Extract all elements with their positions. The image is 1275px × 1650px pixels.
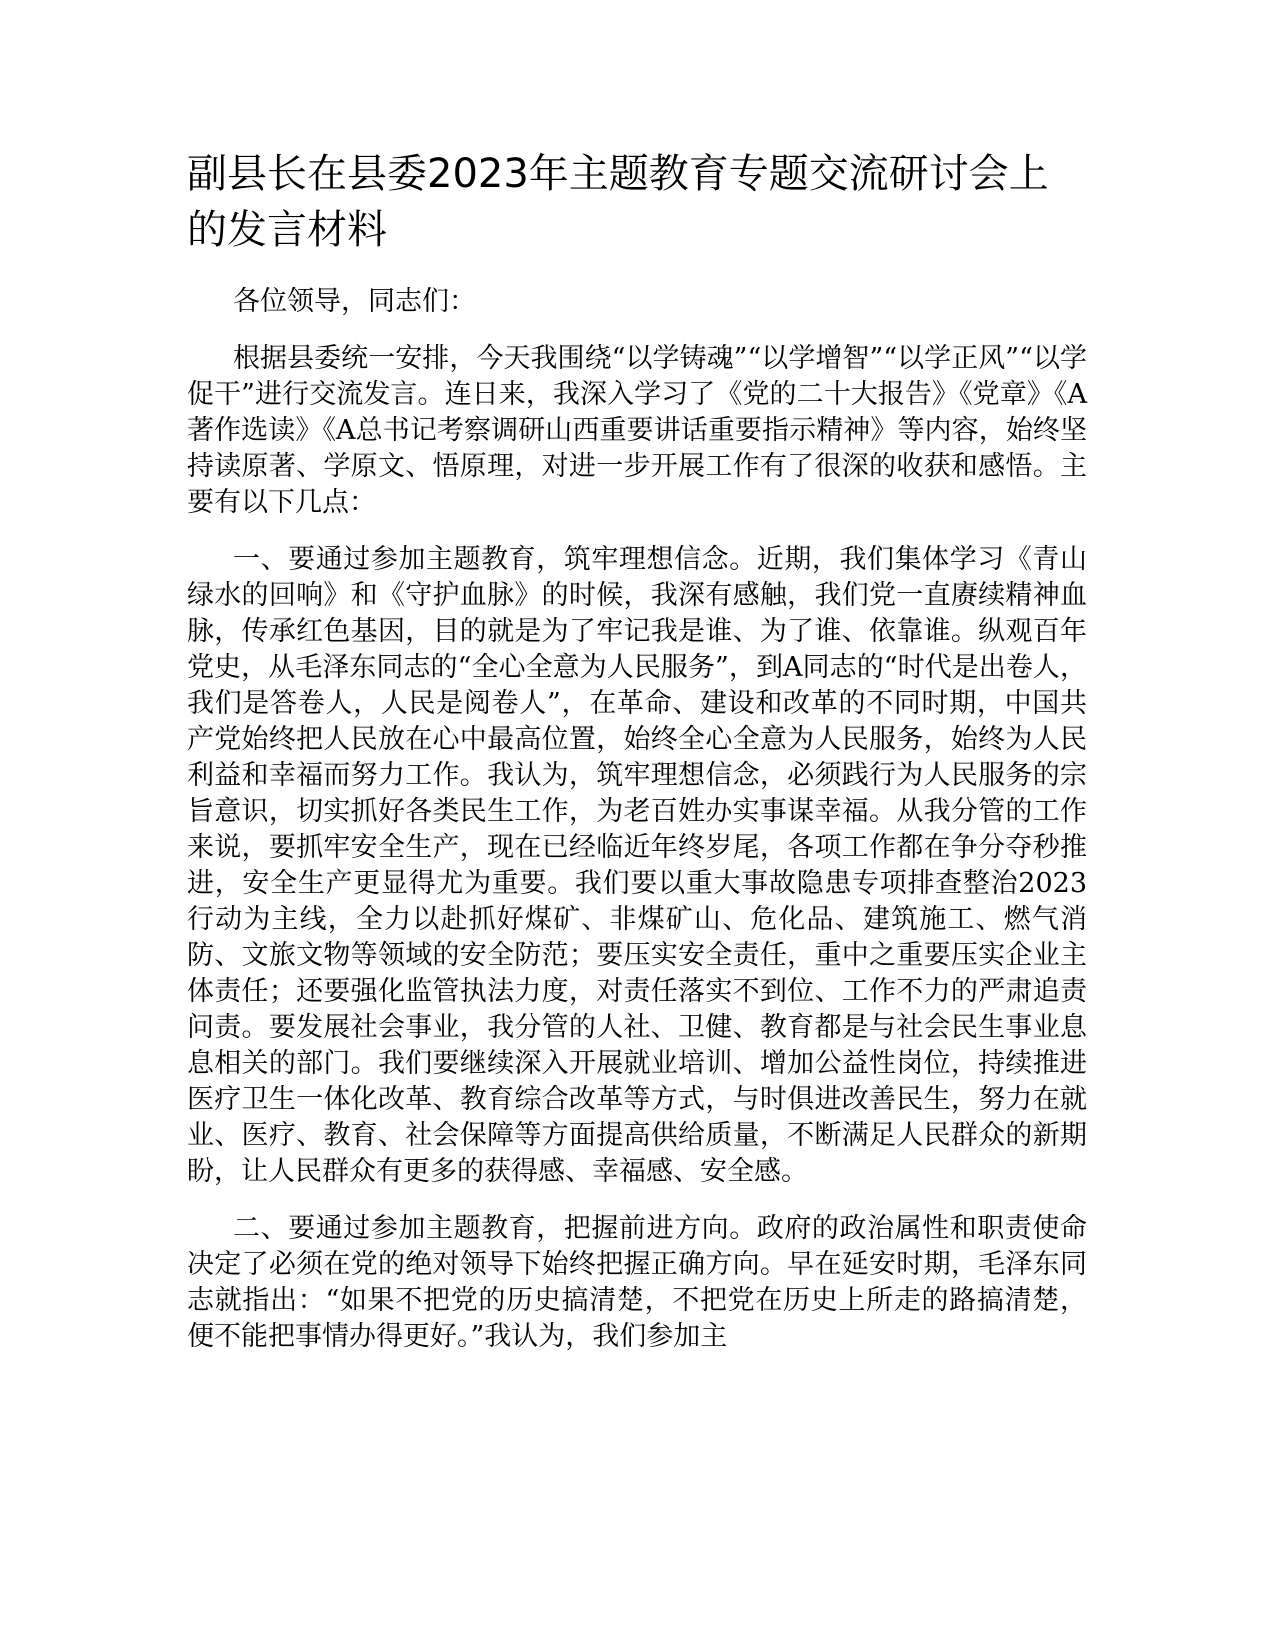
document-body [187, 146, 1087, 1355]
paragraph-intro: 根据县委统一安排，今天我围绕“以学铸魂”“以学增智”“以学正风”“以学促干”进行交流发言。连日来，我深入学习了《党的二十大报告》《党章》《A著作选读》《A总书记考察调研山西重要讲话重要指示精神》等内容，始终坚持读原著、学原文、悟原理，对进一步开展工作有了很深的收获和感悟。主要有以下几点： [187, 343, 1087, 518]
paragraph-section-two: 二、要通过参加主题教育，把握前进方向。政府的政治属性和职责使命决定了必须在党的绝对领导下始终把握正确方向。早在延安时期，毛泽东同志就指出：“如果不把党的历史搞清楚，不把党在历史上所走的路搞清楚，便不能把事情办得更好。”我认为，我们参加主 [187, 1213, 1087, 1352]
salutation: 各位领导，同志们： [233, 286, 476, 317]
document-title: 副县长在县委2023年主题教育专题交流研讨会上的发言材料 [187, 151, 1049, 253]
paragraph-section-one: 一、要通过参加主题教育，筑牢理想信念。近期，我们集体学习《青山绿水的回响》和《守护血脉》的时候，我深有感触，我们党一直赓续精神血脉，传承红色基因，目的就是为了牢记我是谁、为了谁、依靠谁。纵观百年党史，从毛泽东同志的“全心全意为人民服务”，到A同志的“时代是出卷人，我们是答卷人，人民是阅卷人”，在革命、建设和改革的不同时期，中国共产党始终把人民放在心中最高位置，始终全心全意为人民服务，始终为人民利益和幸福而努力工作。我认为，筑牢理想信念，必须践行为人民服务的宗旨意识，切实抓好各类民生工作，为老百姓办实事谋幸福。从我分管的工作来说，要抓牢安全生产，现在已经临近年终岁尾，各项工作都在争分夺秒推进，安全生产更显得尤为重要。我们要以重大事故隐患专项排查整治2023行动为主线，全力以赴抓好煤矿、非煤矿山、危化品、建筑施工、燃气消防、文旅文物等领域的安全防范；要压实安全责任，重中之重要压实企业主体责任；还要强化监管执法力度，对责任落实不到位、工作不力的严肃追责问责。要发展社会事业，我分管的人社、卫健、教育都是与社会民生事业息息相关的部门。我们要继续深入开展就业培训、增加公益性岗位，持续推进医疗卫生一体化改革、教育综合改革等方式，与时俱进改善民生，努力在就业、医疗、教育、社会保障等方面提高供给质量，不断满足人民群众的新期盼，让人民群众有更多的获得感、幸福感、安全感。 [187, 544, 1087, 1187]
